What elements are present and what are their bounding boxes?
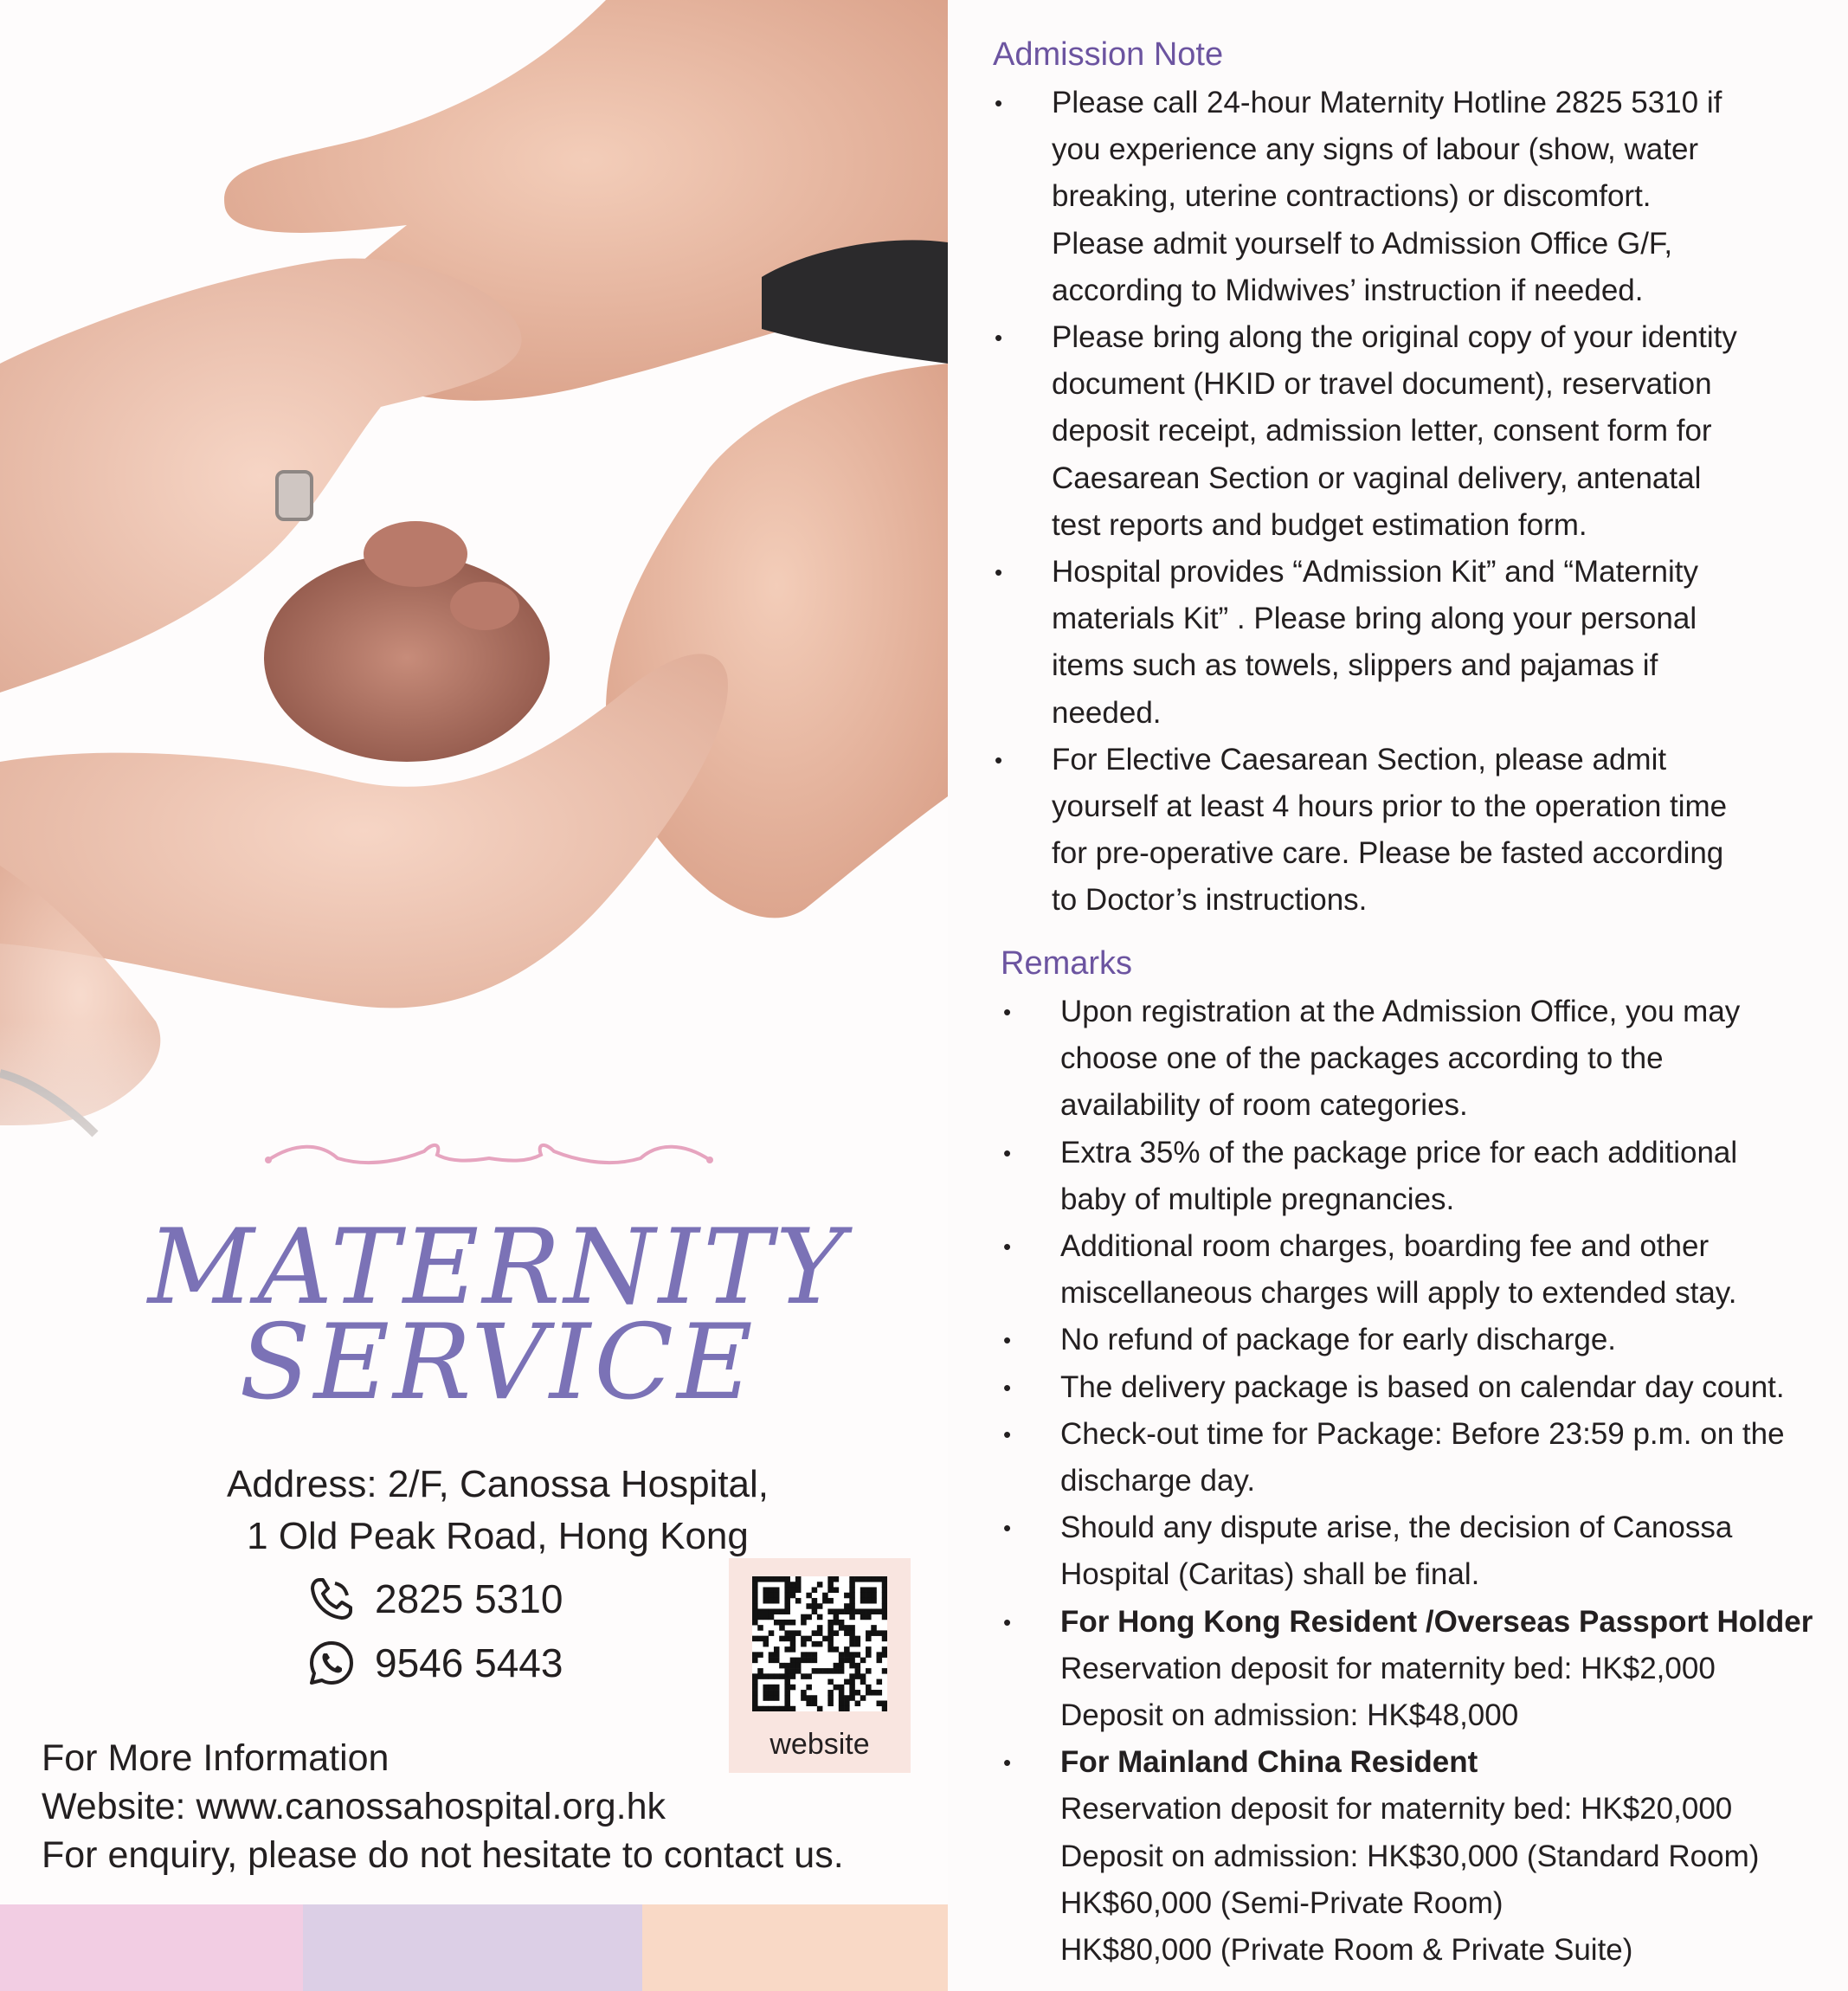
list-item-line: • Please call 24-hour Maternity Hotline 2825 5310 if [1052,86,1722,119]
remarks-list [1060,989,1813,1974]
enquiry-text: For enquiry, please do not hesitate to contact us. [42,1834,844,1876]
list-item [1060,1739,1813,1974]
remarks-heading: Remarks [1001,945,1133,982]
list-item [1060,1505,1813,1598]
address-line1: Address: 2/F, Canossa Hospital, [226,1463,769,1505]
list-item-line: • Additional room charges, boarding fee and other [1060,1229,1710,1264]
list-item-line: breaking, uterine contractions) or discomfort. [1052,179,1652,214]
list-item [1060,989,1813,1130]
list-item-line: discharge day. [1060,1464,1256,1498]
list-item-line: yourself at least 4 hours prior to the operation time [1052,789,1728,824]
list-item-line: Reservation deposit for maternity bed: HK$2,000 [1060,1651,1716,1685]
more-info-block [42,1734,844,1879]
list-item-line: according to Midwives’ instruction if needed. [1052,273,1644,307]
list-item-line: needed. [1052,695,1162,730]
list-item [1060,1317,1813,1363]
qr-label: website [769,1728,870,1761]
list-item-line: document (HKID or travel document), reservation [1052,367,1712,402]
list-item-line: Caesarean Section or vaginal delivery, antenatal [1052,461,1702,495]
list-item-line: • Please bring along the original copy of your identity [1052,320,1737,355]
list-item-line: for pre-operative care. Please be fasted according [1052,836,1724,871]
list-item-heading: • For Hong Kong Resident /Overseas Passport Holder [1060,1604,1813,1639]
right-panel [952,0,1848,1991]
address-line2: 1 Old Peak Road, Hong Kong [247,1515,749,1557]
whatsapp-row [307,1633,563,1693]
list-item-line: • Extra 35% of the package price for each additional [1060,1135,1738,1169]
list-item-line: choose one of the packages according to the [1060,1041,1664,1076]
phone-icon [307,1575,356,1623]
footer-color-block-peach [642,1904,948,1991]
list-item [1060,1223,1813,1317]
list-item [1060,1130,1813,1223]
list-item-line: HK$60,000 (Semi-Private Room) [1060,1885,1504,1920]
list-item-line: HK$80,000 (Private Room & Private Suite) [1060,1933,1633,1968]
list-item-line: • The delivery package is based on calendar day count. [1060,1369,1785,1404]
whatsapp-number[interactable]: 9546 5443 [375,1640,563,1685]
list-item [1052,80,1737,314]
phone-row [307,1569,563,1629]
more-info-heading: For More Information [42,1737,390,1779]
list-item [1060,1364,1813,1411]
list-item [1060,1411,1813,1505]
list-item-line: Hospital (Caritas) shall be final. [1060,1557,1480,1592]
list-item-line: availability of room categories. [1060,1088,1468,1123]
list-item [1052,549,1737,737]
list-item-line: Reservation deposit for maternity bed: HK$20,000 [1060,1792,1733,1827]
admission-note-list [1052,80,1737,925]
hands-baby-feet-photo [0,0,948,1264]
list-item [1052,737,1737,925]
list-item-line: baby of multiple pregnancies. [1060,1182,1455,1216]
list-item-line: • Check-out time for Package: Before 23:59 p.m. on the [1060,1416,1785,1451]
list-item-line: Deposit on admission: HK$48,000 [1060,1698,1519,1733]
whatsapp-icon [307,1639,356,1687]
list-item-line: deposit receipt, admission letter, consent form for [1052,414,1712,448]
list-item-line: materials Kit” . Please bring along your personal [1052,602,1697,636]
list-item-heading: • For Mainland China Resident [1060,1745,1478,1780]
list-item-line: to Doctor’s instructions. [1052,883,1368,918]
list-item-line: • Should any dispute arise, the decision of Canossa [1060,1511,1733,1545]
list-item-line: • Upon registration at the Admission Office, you may [1060,995,1741,1028]
list-item-line: test reports and budget estimation form. [1052,507,1587,542]
list-item [1060,1599,1813,1740]
list-item-line: miscellaneous charges will apply to extended stay. [1060,1276,1737,1311]
list-item-line: • For Elective Caesarean Section, please admit [1052,742,1667,776]
list-item [1052,314,1737,549]
website-link[interactable]: Website: www.canossahospital.org.hk [42,1786,666,1827]
list-item-line: Please admit yourself to Admission Office G/F, [1052,226,1673,261]
phone-number[interactable]: 2825 5310 [375,1576,563,1621]
decorative-flourish [260,1134,718,1177]
list-item-line: items such as towels, slippers and pajamas if [1052,648,1658,683]
list-item-line: • Hospital provides “Admission Kit” and “Maternity [1052,555,1698,590]
list-item-line: • No refund of package for early discharge. [1060,1323,1617,1357]
brochure-title-line1: MATERNITY [147,1208,848,1328]
footer-color-block-lavender [303,1904,642,1991]
qr-code [752,1576,887,1711]
brochure-title-line2: SERVICE [239,1303,757,1423]
list-item-line: you experience any signs of labour (show, water [1052,132,1699,167]
footer-color-block-pink [0,1904,303,1991]
admission-note-heading: Admission Note [993,36,1224,73]
list-item-line: Deposit on admission: HK$30,000 (Standard Room) [1060,1839,1760,1873]
